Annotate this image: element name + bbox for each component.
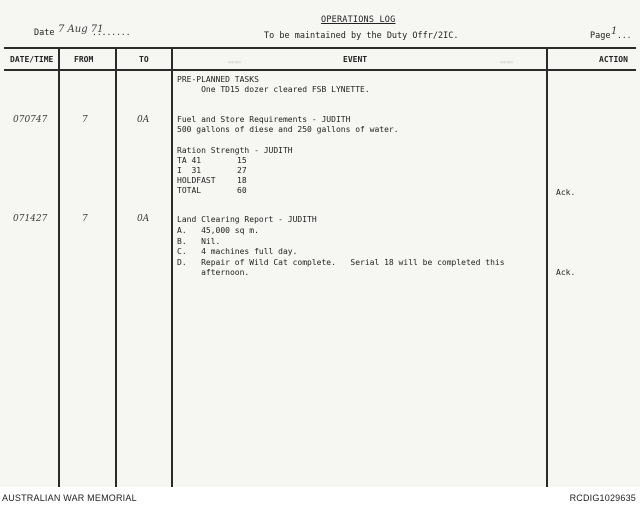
event-line: D. Repair of Wild Cat complete. Serial 18 will be completed this (177, 258, 505, 267)
column-divider (58, 47, 60, 487)
col-header-date-time: DATE/TIME (10, 55, 54, 64)
date-value: 7 Aug 71 (58, 24, 104, 35)
ration-label: TOTAL (177, 186, 202, 195)
table-header-rule (4, 69, 636, 71)
entry-date-time: 071427 (13, 214, 48, 224)
entry-from: 7 (82, 214, 88, 224)
date-label: Date (34, 28, 55, 38)
page-number: 1 (611, 26, 618, 37)
entry-to: 0A (137, 214, 150, 224)
ration-label: I 31 (177, 166, 202, 175)
event-line: One TD15 dozer cleared FSB LYNETTE. (177, 85, 370, 94)
date-dots: ........ (92, 28, 131, 37)
event-line: 500 gallons of diese and 250 gallons of water. (177, 125, 399, 134)
event-line: A. 45,000 sq m. (177, 226, 259, 235)
maintained-by-note: To be maintained by the Duty Offr/2IC. (264, 31, 459, 41)
footer-record-id: RCDIG1029635 (569, 493, 636, 503)
event-sub-heading: Ration Strength - JUDITH (177, 146, 293, 155)
table-top-rule (4, 47, 636, 49)
entry-date-time: 070747 (13, 115, 48, 125)
page-dots: ... (617, 31, 632, 40)
column-divider (546, 47, 548, 487)
event-line: C. 4 machines full day. (177, 247, 298, 256)
page-title: OPERATIONS LOG (321, 15, 396, 25)
bleed-mark: ▭▭▭ (500, 58, 513, 66)
page-label: Page (590, 31, 611, 41)
footer-source: AUSTRALIAN WAR MEMORIAL (2, 493, 137, 503)
ration-value: 15 (237, 156, 247, 165)
bleed-mark: ▭▭▭ (228, 58, 241, 66)
entry-from: 7 (82, 115, 88, 125)
col-header-action: ACTION (599, 55, 628, 64)
col-header-to: TO (139, 55, 149, 64)
column-divider (171, 47, 173, 487)
ration-value: 18 (237, 176, 247, 185)
col-header-from: FROM (74, 55, 94, 64)
column-divider (115, 47, 117, 487)
event-line: afternoon. (177, 268, 250, 277)
event-line: Fuel and Store Requirements - JUDITH (177, 115, 351, 124)
ration-value: 60 (237, 186, 247, 195)
event-line: Land Clearing Report - JUDITH (177, 215, 317, 224)
ration-label: TA 41 (177, 156, 202, 165)
ration-value: 27 (237, 166, 247, 175)
event-line: PRE-PLANNED TASKS (177, 75, 259, 84)
col-header-event: EVENT (343, 55, 368, 64)
entry-action: Ack. (556, 188, 576, 197)
entry-action: Ack. (556, 268, 576, 277)
entry-to: 0A (137, 115, 150, 125)
event-line: B. Nil. (177, 237, 221, 246)
ration-label: HOLDFAST (177, 176, 216, 185)
